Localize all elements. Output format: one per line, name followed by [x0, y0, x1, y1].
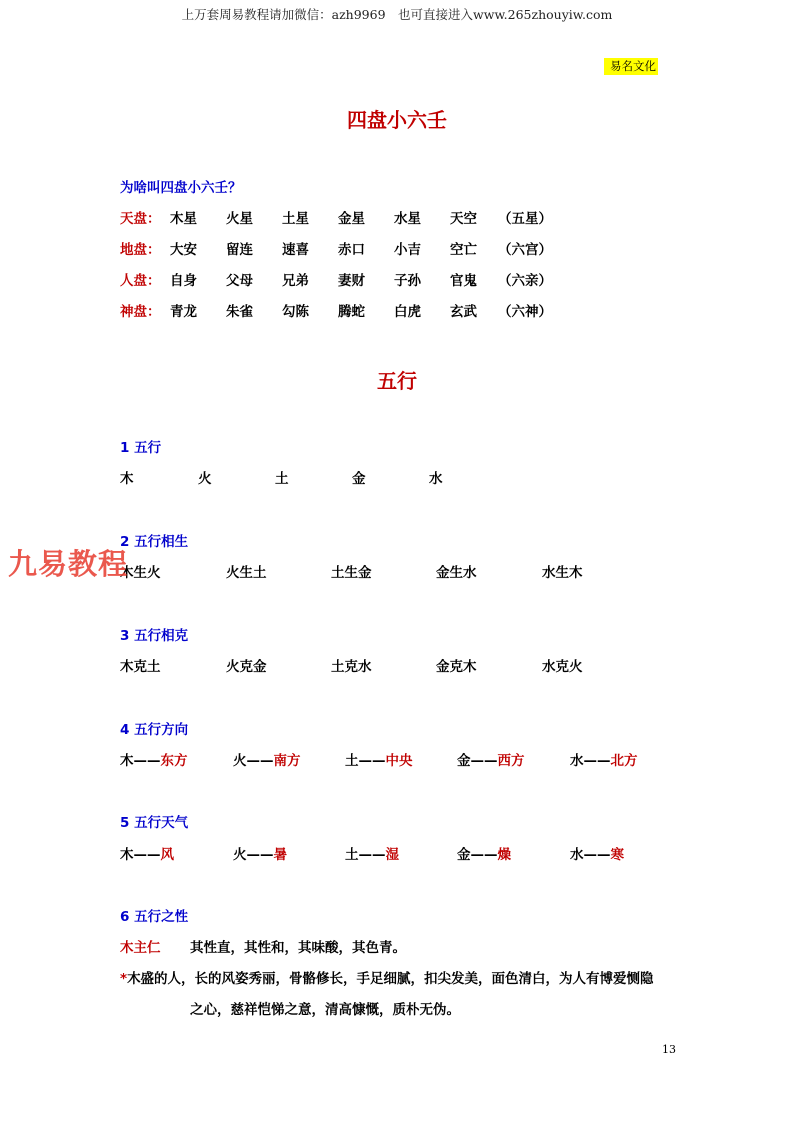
weather-item: 水——寒 — [570, 847, 624, 863]
relation-item: 火克金 — [226, 659, 267, 675]
pan-item: 金星 — [338, 211, 365, 227]
element-item: 木 — [120, 471, 134, 487]
pan-item: 子孙 — [394, 273, 421, 289]
relation-item: 金生水 — [436, 565, 477, 581]
element-item: 金 — [352, 471, 366, 487]
pan-note: （五星） — [498, 211, 552, 227]
pan-item: 小吉 — [394, 242, 421, 258]
pan-item: 白虎 — [394, 304, 421, 320]
element-item: 水 — [429, 471, 443, 487]
direction-item: 水——北方 — [570, 753, 638, 769]
section-heading: 6 五行之性 — [120, 909, 189, 925]
title-sipan: 四盘小六壬 — [347, 108, 447, 132]
pan-item: 土星 — [282, 211, 309, 227]
relation-item: 水克火 — [542, 659, 583, 675]
direction-item: 火——南方 — [233, 753, 301, 769]
relation-item: 水生木 — [542, 565, 583, 581]
nature-label: 木主仁 — [120, 940, 161, 956]
pan-item: 腾蛇 — [338, 304, 365, 320]
element-item: 土 — [275, 471, 289, 487]
weather-item: 木——风 — [120, 847, 174, 863]
relation-item: 金克木 — [436, 659, 477, 675]
direction-item: 金——西方 — [457, 753, 525, 769]
publisher-badge: 易名文化 — [604, 58, 658, 75]
pan-item: 父母 — [226, 273, 253, 289]
direction-item: 木——东方 — [120, 753, 188, 769]
pan-item: 勾陈 — [282, 304, 309, 320]
element-item: 火 — [198, 471, 212, 487]
section-heading: 2 五行相生 — [120, 534, 189, 550]
pan-note: （六神） — [498, 304, 552, 320]
why-heading: 为啥叫四盘小六壬？ — [120, 180, 242, 196]
pan-item: 大安 — [170, 242, 197, 258]
section-heading: 1 五行 — [120, 440, 162, 456]
relation-item: 木克土 — [120, 659, 161, 675]
pan-label-tian: 天盘： — [120, 211, 161, 227]
pan-label-di: 地盘： — [120, 242, 161, 258]
pan-item: 官鬼 — [450, 273, 477, 289]
nature-paragraph: *木盛的人，长的风姿秀丽，骨骼修长，手足细腻，扣尖发美，面色清白，为人有博爱恻隐 — [120, 971, 654, 987]
weather-item: 土——湿 — [345, 847, 399, 863]
pan-item: 朱雀 — [226, 304, 253, 320]
section-heading: 3 五行相克 — [120, 628, 189, 644]
pan-item: 自身 — [170, 273, 197, 289]
pan-item: 速喜 — [282, 242, 309, 258]
pan-note: （六宫） — [498, 242, 552, 258]
section-heading: 5 五行天气 — [120, 815, 189, 831]
pan-item: 水星 — [394, 211, 421, 227]
nature-paragraph-cont: 之心，慈祥恺悌之意，清高慷慨，质朴无伪。 — [190, 1002, 460, 1018]
section-heading: 4 五行方向 — [120, 722, 189, 738]
weather-item: 金——燥 — [457, 847, 511, 863]
watermark: 九易教程 — [8, 547, 129, 581]
direction-item: 土——中央 — [345, 753, 413, 769]
pan-note: （六亲） — [498, 273, 552, 289]
pan-item: 天空 — [450, 211, 477, 227]
pan-item: 火星 — [226, 211, 253, 227]
weather-item: 火——暑 — [233, 847, 287, 863]
pan-label-ren: 人盘： — [120, 273, 161, 289]
pan-item: 空亡 — [450, 242, 477, 258]
relation-item: 土生金 — [331, 565, 372, 581]
pan-item: 赤口 — [338, 242, 365, 258]
page-header: 上万套周易教程请加微信：azh9969 也可直接进入www.265zhouyiw.com — [181, 7, 613, 22]
pan-item: 玄武 — [450, 304, 477, 320]
page-number: 13 — [662, 1043, 676, 1056]
relation-item: 土克水 — [331, 659, 372, 675]
pan-item: 妻财 — [338, 273, 365, 289]
pan-item: 青龙 — [170, 304, 197, 320]
relation-item: 火生土 — [226, 565, 267, 581]
relation-item: 木生火 — [120, 565, 161, 581]
nature-line: 其性直，其性和，其味酸，其色青。 — [190, 940, 406, 956]
pan-label-shen: 神盘： — [120, 304, 161, 320]
pan-item: 兄弟 — [282, 273, 309, 289]
pan-item: 木星 — [170, 211, 197, 227]
pan-item: 留连 — [226, 242, 253, 258]
title-wuxing: 五行 — [377, 369, 417, 393]
